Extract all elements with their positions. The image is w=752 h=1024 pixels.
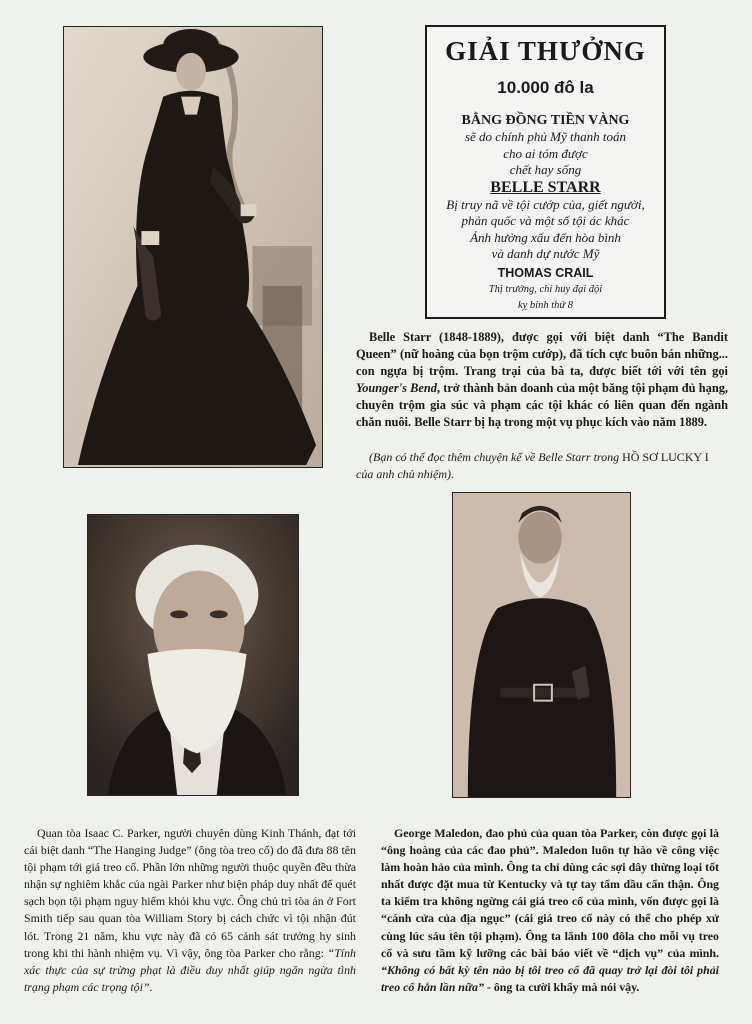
poster-crime-3: Ảnh hưởng xấu đến hòa bình: [470, 229, 621, 245]
poster-title: GIẢI THƯỞNG: [445, 36, 646, 66]
maledon-quote: “Không có bất kỳ tên nào bị tôi treo cổ đã quay trở lại đòi tôi phải treo cổ hắn lần nữa”: [381, 962, 719, 994]
belle-text-b: , trở thành bản doanh của một băng tội phạm đủ hạng, chuyên trộm gia súc và phạm các tội khác có liên quan đến ngành chăn nuôi. Belle Starr bị hạ trong một vụ phục kích vào năm 1889.: [356, 381, 728, 429]
poster-crime-4: và danh dự nước Mỹ: [491, 246, 600, 261]
poster-line-2: cho ai tóm được: [503, 145, 588, 161]
george-maledon-caption: [381, 825, 719, 996]
poster-line-1: sẽ do chính phủ Mỹ thanh toán: [464, 129, 627, 144]
belle-note-reference: HỒ SƠ LUCKY I: [622, 450, 709, 464]
belle-text-a: Belle Starr (1848-1889), được gọi với biệt danh “The Bandit Queen” (nữ hoàng của bọn trộm cướp), đã tích cực buôn bán những... con ngựa bị trộm. Trang trại của bà ta, được biết tới với tên gọi: [356, 330, 728, 378]
belle-starr-caption: [356, 329, 728, 431]
belle-starr-portrait: [64, 27, 322, 467]
belle-text-italic: Younger's Bend: [356, 381, 437, 395]
poster-crime-2: phản quốc và một số tội ác khác: [461, 213, 630, 228]
belle-note-end: của anh chủ nhiệm).: [356, 467, 454, 481]
photo-isaac-parker: [87, 514, 299, 796]
poster-gold-line: BẰNG ĐỒNG TIỀN VÀNG: [461, 113, 630, 128]
wanted-poster: [425, 25, 666, 319]
photo-george-maledon: [452, 492, 631, 798]
maledon-text: George Maledon, đao phủ của quan tòa Parker, còn được gọi là “ông hoàng của các đao phủ”. Maledon luôn tự hào về công việc làm hoàn hảo của mình. Ông ta chỉ dùng các sợi dây thừng loại tốt nhất được đặt mua từ Kentucky và tự tay tẩm dầu cẩn thận. Ông ta kiểm tra không ngừng cái giá treo cổ của mình, vốn được gọi là “cánh cửa của địa ngục” (cái giá treo cổ này có thể cho phép xử cùng lúc sáu tên tội phạm). Ông ta lãnh 100 đôla cho mỗi vụ treo cổ và sưu tầm kỹ lưỡng các bài báo viết về “dịch vụ” của mình.: [381, 826, 719, 960]
poster-line-3: chết hay sống: [509, 162, 582, 177]
parker-quote: “Tính xác thực của sự trừng phạt là điều duy nhất giúp ngăn ngừa tình trạng phạm các trọng tội”: [24, 945, 356, 994]
parker-end: .: [149, 979, 153, 994]
poster-signer-title-2: kỵ binh thứ 8: [517, 299, 573, 311]
poster-crime-1: Bị truy nã về tội cướp của, giết người,: [446, 196, 645, 212]
photo-belle-starr: [63, 26, 323, 468]
poster-signer-title-1: Thị trưởng, chỉ huy đại đội: [488, 283, 603, 295]
george-maledon-portrait: [453, 493, 630, 797]
maledon-end: - ông ta cười khẩy mà nói vậy.: [483, 979, 640, 994]
poster-signer: THOMAS CRAIL: [497, 265, 594, 280]
poster-amount: 10.000 đô la: [497, 78, 594, 97]
isaac-parker-caption: [24, 825, 356, 996]
parker-text: Quan tòa Isaac C. Parker, người chuyên dùng Kinh Thánh, đạt tới cái biệt danh “The Hanging Judge” (ông tòa treo cổ) do đã đưa 88 tên tội phạm tới giá treo cổ. Phần lớn những người thuộc quyền đều thừa nhận sự nghiêm khắc của ngài Parker như biện pháp duy nhất để quét sạch bọn tội phạm nguy hiểm khỏi khu vực. Ông chủ trì tòa án ở Fort Smith tiếp sau quan tòa William Story bị cách chức vì tội nhận đút lót. Trong 21 năm, khu vực này đã có 65 cảnh sát trưởng hy sinh trong khi thi hành nhiệm vụ. Vì vậy, ông tòa Parker cho rằng:: [24, 826, 356, 960]
belle-starr-note: [356, 449, 728, 483]
isaac-parker-portrait: [88, 515, 298, 795]
poster-wanted-name: BELLE STARR: [490, 178, 601, 196]
belle-note-italic: (Bạn có thể đọc thêm chuyện kể về Belle Starr trong: [369, 450, 623, 464]
